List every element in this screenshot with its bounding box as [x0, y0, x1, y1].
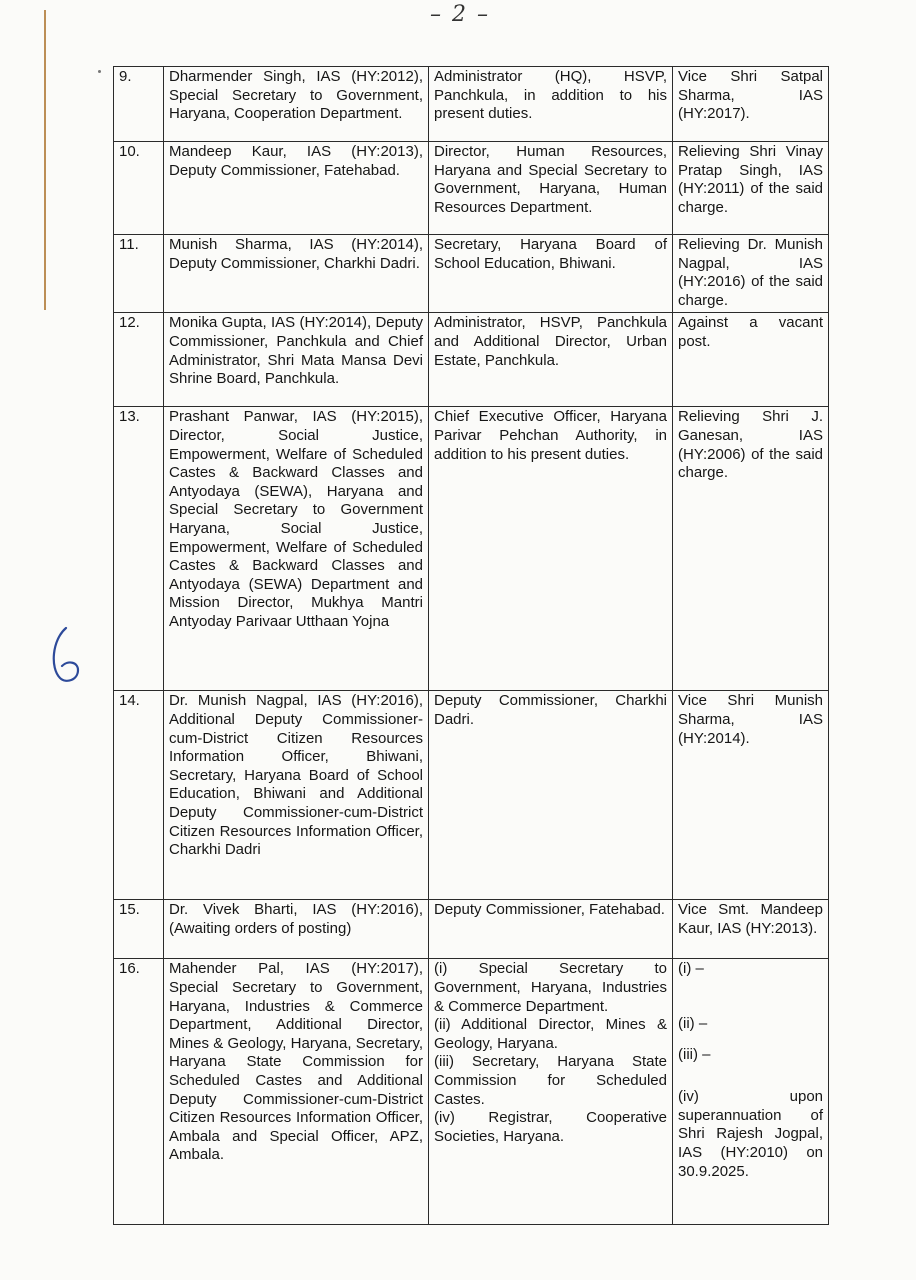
officer-details: Munish Sharma, IAS (HY:2014), Deputy Commissioner, Charkhi Dadri.	[164, 235, 429, 313]
remarks: Vice Smt. Mandeep Kaur, IAS (HY:2013).	[673, 900, 829, 959]
remarks: Relieving Shri J. Ganesan, IAS (HY:2006) of the said charge.	[673, 407, 829, 691]
table-row	[114, 142, 829, 235]
new-posting: Deputy Commissioner, Charkhi Dadri.	[429, 691, 673, 900]
postings-table	[113, 66, 829, 1225]
serial-number: 16.	[114, 959, 164, 1225]
remarks	[673, 959, 829, 1225]
new-posting: Administrator (HQ), HSVP, Panchkula, in addition to his present duties.	[429, 67, 673, 142]
new-posting: Administrator, HSVP, Panchkula and Additional Director, Urban Estate, Panchkula.	[429, 313, 673, 407]
new-posting: Deputy Commissioner, Fatehabad.	[429, 900, 673, 959]
serial-number: 9.	[114, 67, 164, 142]
remarks: Vice Shri Munish Sharma, IAS (HY:2014).	[673, 691, 829, 900]
officer-details: Mahender Pal, IAS (HY:2017), Special Secretary to Government, Haryana, Industries & Commerce Department, Additional Director, Mines & Geology, Haryana, Secretary, Haryana State Commission for Scheduled Castes and Additional Deputy Commissioner-cum-District Citizen Resources Information Officer, Ambala and Special Officer, APZ, Ambala.	[164, 959, 429, 1225]
margin-line	[44, 10, 46, 310]
posting-item: (iii) Secretary, Haryana State Commission for Scheduled Castes.	[434, 1053, 667, 1108]
remarks: Vice Shri Satpal Sharma, IAS (HY:2017).	[673, 67, 829, 142]
posting-item: (i) Special Secretary to Government, Haryana, Industries & Commerce Department.	[434, 960, 667, 1015]
serial-number: 11.	[114, 235, 164, 313]
officer-details: Mandeep Kaur, IAS (HY:2013), Deputy Commissioner, Fatehabad.	[164, 142, 429, 235]
remark-item: (iii) –	[678, 1045, 711, 1063]
page-number: – 2 –	[430, 2, 490, 27]
officer-details: Dr. Vivek Bharti, IAS (HY:2016), (Awaiting orders of posting)	[164, 900, 429, 959]
officer-details: Dr. Munish Nagpal, IAS (HY:2016), Additional Deputy Commissioner-cum-District Citizen Resources Information Officer, Bhiwani, Secretary, Haryana Board of School Education, Bhiwani and Additional Deputy Commissioner-cum-District Citizen Resources Information Officer, Charkhi Dadri	[164, 691, 429, 900]
table-row	[114, 313, 829, 407]
table-row	[114, 959, 829, 1225]
posting-item: (iv) Registrar, Cooperative Societies, Haryana.	[434, 1109, 667, 1145]
new-posting	[429, 959, 673, 1225]
table-row	[114, 67, 829, 142]
new-posting: Chief Executive Officer, Haryana Parivar Pehchan Authority, in addition to his present duties.	[429, 407, 673, 691]
remarks: Against a vacant post.	[673, 313, 829, 407]
handwritten-mark	[48, 620, 108, 690]
officer-details: Monika Gupta, IAS (HY:2014), Deputy Commissioner, Panchkula and Chief Administrator, Shri Mata Mansa Devi Shrine Board, Panchkula.	[164, 313, 429, 407]
new-posting: Secretary, Haryana Board of School Education, Bhiwani.	[429, 235, 673, 313]
serial-number: 10.	[114, 142, 164, 235]
posting-item: (ii) Additional Director, Mines & Geology, Haryana.	[434, 1016, 667, 1052]
serial-number: 13.	[114, 407, 164, 691]
remarks: Relieving Shri Vinay Pratap Singh, IAS (HY:2011) of the said charge.	[673, 142, 829, 235]
officer-details: Prashant Panwar, IAS (HY:2015), Director, Social Justice, Empowerment, Welfare of Scheduled Castes & Backward Classes and Antyodaya (SEWA), Haryana and Special Secretary to Government Haryana, Social Justice, Empowerment, Welfare of Scheduled Castes & Backward Classes and Antyodaya (SEWA) Department and Mission Director, Mukhya Mantri Antyoday Parivaar Utthaan Yojna	[164, 407, 429, 691]
remark-item: (iv) upon superannuation of Shri Rajesh Jogpal, IAS (HY:2010) on 30.9.2025.	[678, 1088, 823, 1180]
ink-dot	[98, 70, 101, 73]
new-posting: Director, Human Resources, Haryana and Special Secretary to Government, Haryana, Human Resources Department.	[429, 142, 673, 235]
serial-number: 15.	[114, 900, 164, 959]
table-row	[114, 691, 829, 900]
serial-number: 12.	[114, 313, 164, 407]
officer-details: Dharmender Singh, IAS (HY:2012), Special Secretary to Government, Haryana, Cooperation Department.	[164, 67, 429, 142]
table-row	[114, 900, 829, 959]
serial-number: 14.	[114, 691, 164, 900]
table-row	[114, 235, 829, 313]
remark-item: (ii) –	[678, 1014, 708, 1032]
remark-item: (i) –	[678, 960, 704, 978]
table-row	[114, 407, 829, 691]
remarks: Relieving Dr. Munish Nagpal, IAS (HY:2016) of the said charge.	[673, 235, 829, 313]
